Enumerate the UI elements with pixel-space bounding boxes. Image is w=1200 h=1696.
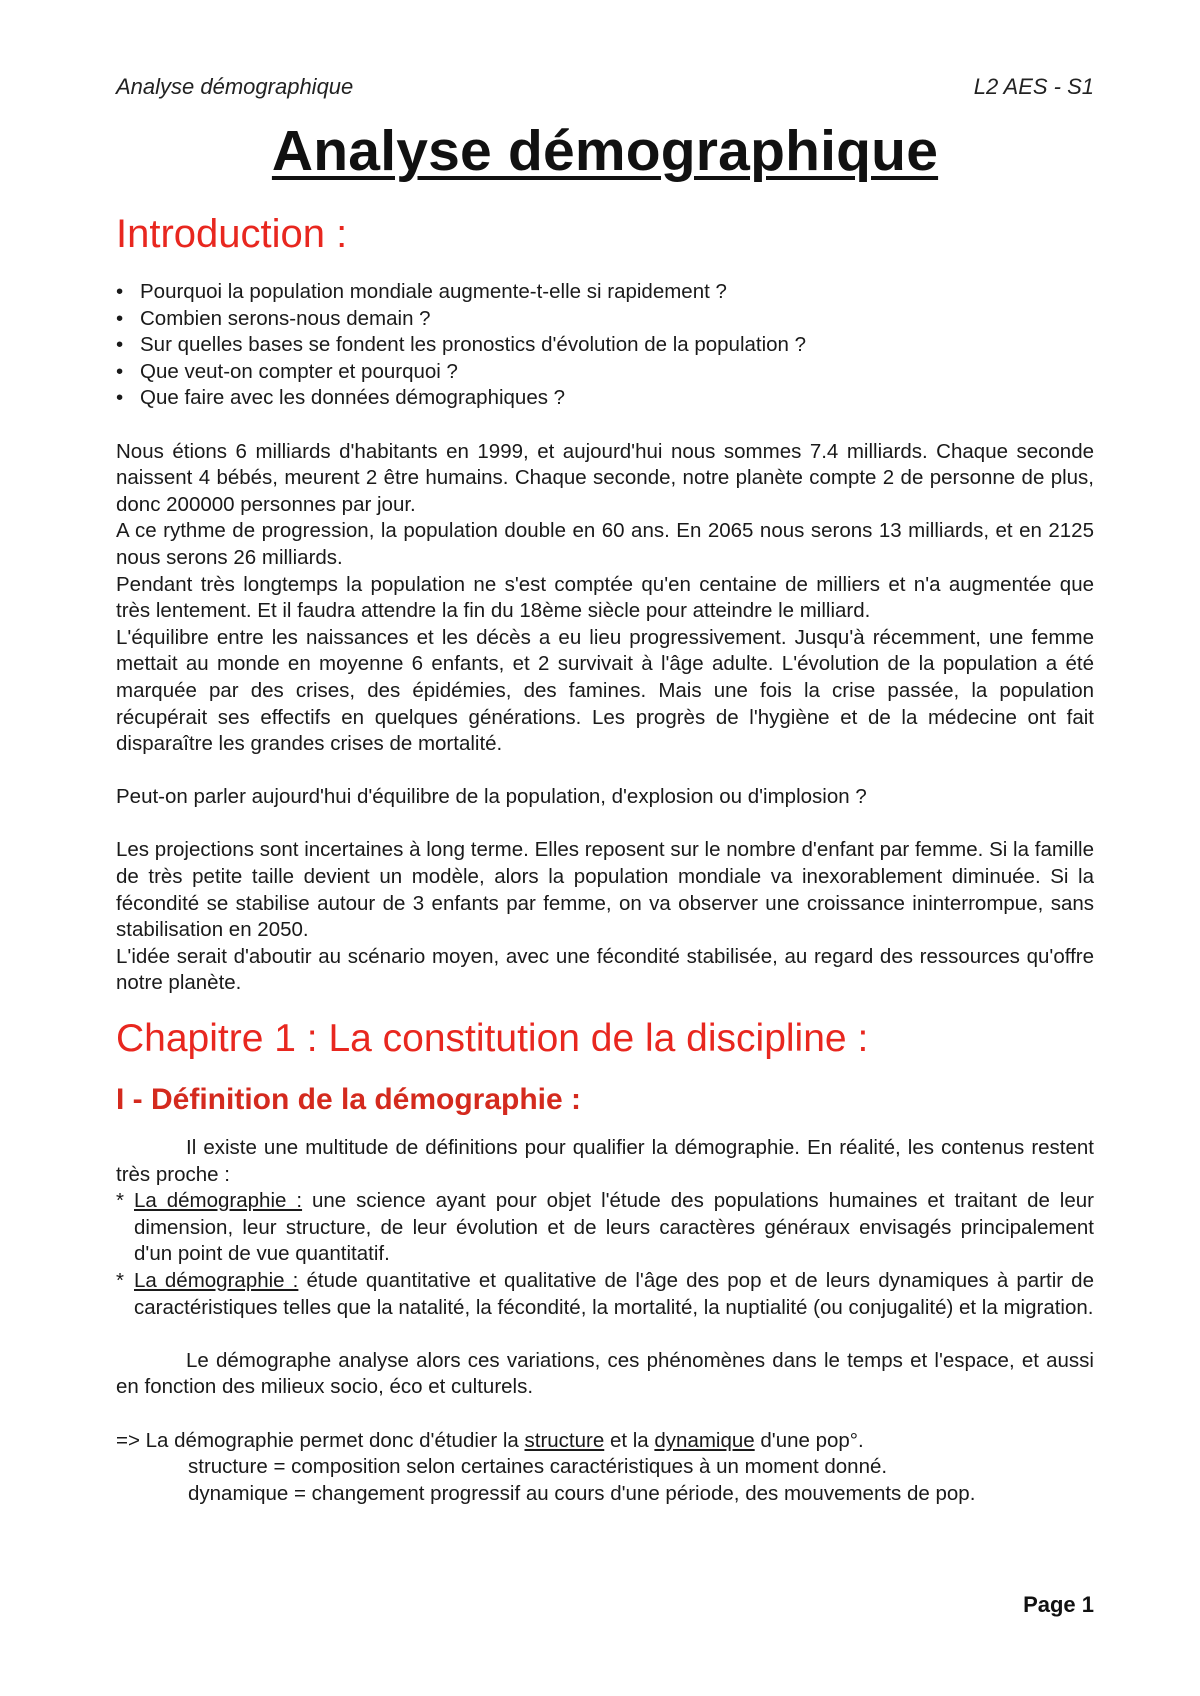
intro-paragraph-5: Peut-on parler aujourd'hui d'équilibre de la population, d'explosion ou d'implosion ? (116, 785, 867, 809)
header-course-level: L2 AES - S1 (973, 74, 1094, 99)
demographer-paragraph: Le démographe analyse alors ces variations, ces phénomènes dans le temps et l'espace, et aussi en fonction des milieux socio, éco et culturels. (116, 1348, 1094, 1399)
conclusion-text: et la (604, 1428, 655, 1452)
list-item: • Sur quelles bases se fondent les pronostics d'évolution de la population ? (116, 332, 1094, 359)
conclusion-text: => La démographie permet donc d'étudier la (116, 1428, 525, 1452)
document-page (116, 70, 1094, 1507)
asterisk-marker: * (116, 1269, 124, 1292)
list-item: • Que faire avec les données démographiques ? (116, 385, 1094, 412)
intro-paragraph-7: L'idée serait d'aboutir au scénario moyen, avec une fécondité stabilisée, au regard des ressources qu'offre notre planète. (116, 944, 1094, 995)
page-number: Page 1 (1023, 1592, 1094, 1617)
running-header (116, 70, 1094, 100)
structure-term: structure (524, 1428, 605, 1452)
conclusion-line (116, 1428, 1094, 1455)
intro-paragraph-3: Pendant très longtemps la population ne s'est comptée qu'en centaine de milliers et n'a augmentée que très lentement. Et il faudra attendre la fin du 18ème siècle pour atteindre le milliard. (116, 572, 1094, 623)
definition-text: une science ayant pour objet l'étude des populations humaines et traitant de leur dimension, leur structure, de leur évolution et de leurs caractères généraux envisagés principalement d'un point de vue quantitatif. (134, 1189, 1094, 1266)
header-course-title: Analyse démographique (116, 74, 354, 99)
list-item: • Que veut-on compter et pourquoi ? (116, 359, 1094, 386)
definition-intro: Il existe une multitude de définitions pour qualifier la démographie. En réalité, les contenus restent très proche : (116, 1136, 1094, 1186)
dynamique-definition: dynamique = changement progressif au cours d'une période, des mouvements de pop. (188, 1481, 976, 1505)
conclusion-text: d'une pop°. (754, 1428, 864, 1452)
definition-text: étude quantitative et qualitative de l'âge des pop et de leurs dynamiques à partir de caractéristiques telles que la natalité, la fécondité, la mortalité, la nuptialité (ou conjugalité) et la migration. (134, 1269, 1094, 1319)
definition-item-1 (116, 1188, 1094, 1268)
chapter-heading: Chapitre 1 : La constitution de la discipline : (116, 1017, 869, 1061)
list-item: • Pourquoi la population mondiale augmente-t-elle si rapidement ? (116, 279, 1094, 306)
introduction-heading: Introduction : (116, 212, 348, 256)
definition-term: La démographie : (134, 1269, 299, 1292)
definition-term: La démographie : (134, 1189, 303, 1213)
intro-paragraph-1: Nous étions 6 milliards d'habitants en 1999, et aujourd'hui nous sommes 7.4 milliards. Chaque seconde naissent 4 bébés, meurent 2 être humains. Chaque seconde, notre planète compte 2 de personne de plus, donc 200000 personnes par jour. (116, 439, 1094, 516)
intro-paragraph-2: A ce rythme de progression, la population double en 60 ans. En 2065 nous serons 13 milliards, et en 2125 nous serons 26 milliards. (116, 519, 1094, 569)
intro-paragraph-4: L'équilibre entre les naissances et les décès a eu lieu progressivement. Jusqu'à récemment, une femme mettait au monde en moyenne 6 enfants, et 2 survivait à l'âge adulte. L'évolution de la population a été marquée par des crises, des épidémies, des famines. Mais une fois la crise passée, la population récupérait ses effectifs en quelques générations. Les progrès de l'hygiène et de la médecine ont fait disparaître les grandes crises de mortalité. (116, 625, 1094, 756)
document-title: Analyse démographique (271, 119, 939, 183)
list-item: • Combien serons-nous demain ? (116, 306, 1094, 333)
section-heading: I - Définition de la démographie : (116, 1083, 582, 1117)
asterisk-marker: * (116, 1189, 124, 1213)
structure-definition: structure = composition selon certaines caractéristiques à un moment donné. (188, 1455, 888, 1479)
dynamique-term: dynamique (654, 1428, 755, 1452)
definition-item-2 (116, 1268, 1094, 1321)
question-list (116, 279, 1094, 412)
intro-paragraph-6: Les projections sont incertaines à long terme. Elles reposent sur le nombre d'enfant par femme. Si la famille de très petite taille devient un modèle, alors la population mondiale va inexorablement diminuée. Si la fécondité se stabilise autour de 3 enfants par femme, on va observer une croissance ininterrompue, sans stabilisation en 2050. (116, 838, 1094, 942)
